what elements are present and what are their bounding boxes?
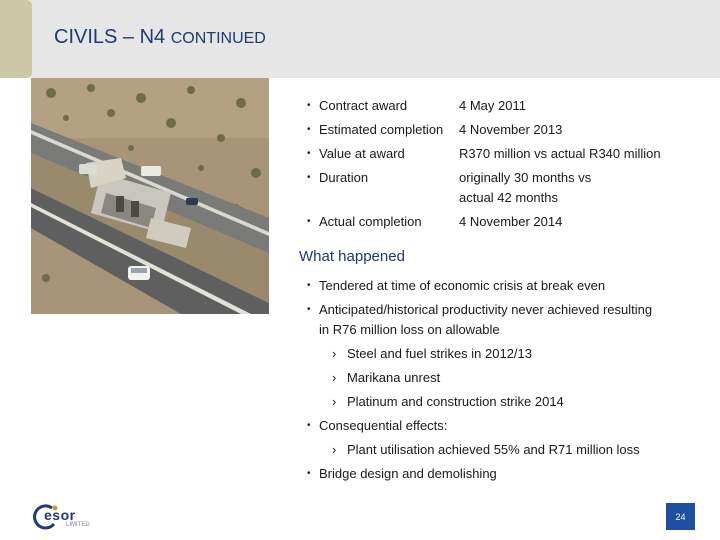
sub-list-item: › Marikana unrest [307,368,697,388]
what-happened-list [307,276,697,488]
list-item-line: in R76 million loss on allowable [319,322,500,337]
fact-value-line: actual 42 months [459,190,559,205]
list-item-line: • Anticipated/historical productivity never achieved resulting [319,302,653,317]
list-item: • Consequential effects: [307,416,697,436]
slide-title [54,26,266,49]
fact-duration [307,168,697,208]
fact-estimated-completion [307,120,697,140]
list-item: • Bridge design and demolishing [307,464,697,484]
fact-value-line: originally 30 months vs [459,170,592,185]
sub-list-item: › Plant utilisation achieved 55% and R71 million loss [307,440,697,460]
logo-wordmark: esor [44,507,76,523]
fact-actual-completion [307,212,697,232]
fact-value-at-award [307,144,697,164]
slide-title-main: CIVILS – N4 [54,26,166,48]
fact-value: 4 November 2013 [459,122,563,137]
header-accent-tab [0,0,32,78]
fact-label: • Estimated completion [307,120,459,140]
sub-list-item: › Steel and fuel strikes in 2012/13 [307,344,697,364]
logo-subtext: LIMITED [66,522,90,528]
list-item: • Tendered at time of economic crisis at break even [307,276,697,296]
fact-value [459,168,697,208]
esor-logo [30,502,92,532]
fact-label: • Contract award [307,96,459,116]
page-number-badge: 24 [666,503,695,530]
fact-label: • Duration [307,168,459,208]
fact-contract-award [307,96,697,116]
fact-label: • Value at award [307,144,459,164]
fact-value: 4 November 2014 [459,214,563,229]
list-item [307,300,697,340]
what-happened-heading: What happened [299,248,405,265]
sub-list-item: › Platinum and construction strike 2014 [307,392,697,412]
fact-label: • Actual completion [307,212,459,232]
highway-bridge-photo [31,78,269,314]
fact-value: R370 million vs actual R340 million [459,146,661,161]
slide-title-subtitle: CONTINUED [170,30,266,47]
project-facts [307,96,697,236]
fact-value: 4 May 2011 [459,98,526,113]
